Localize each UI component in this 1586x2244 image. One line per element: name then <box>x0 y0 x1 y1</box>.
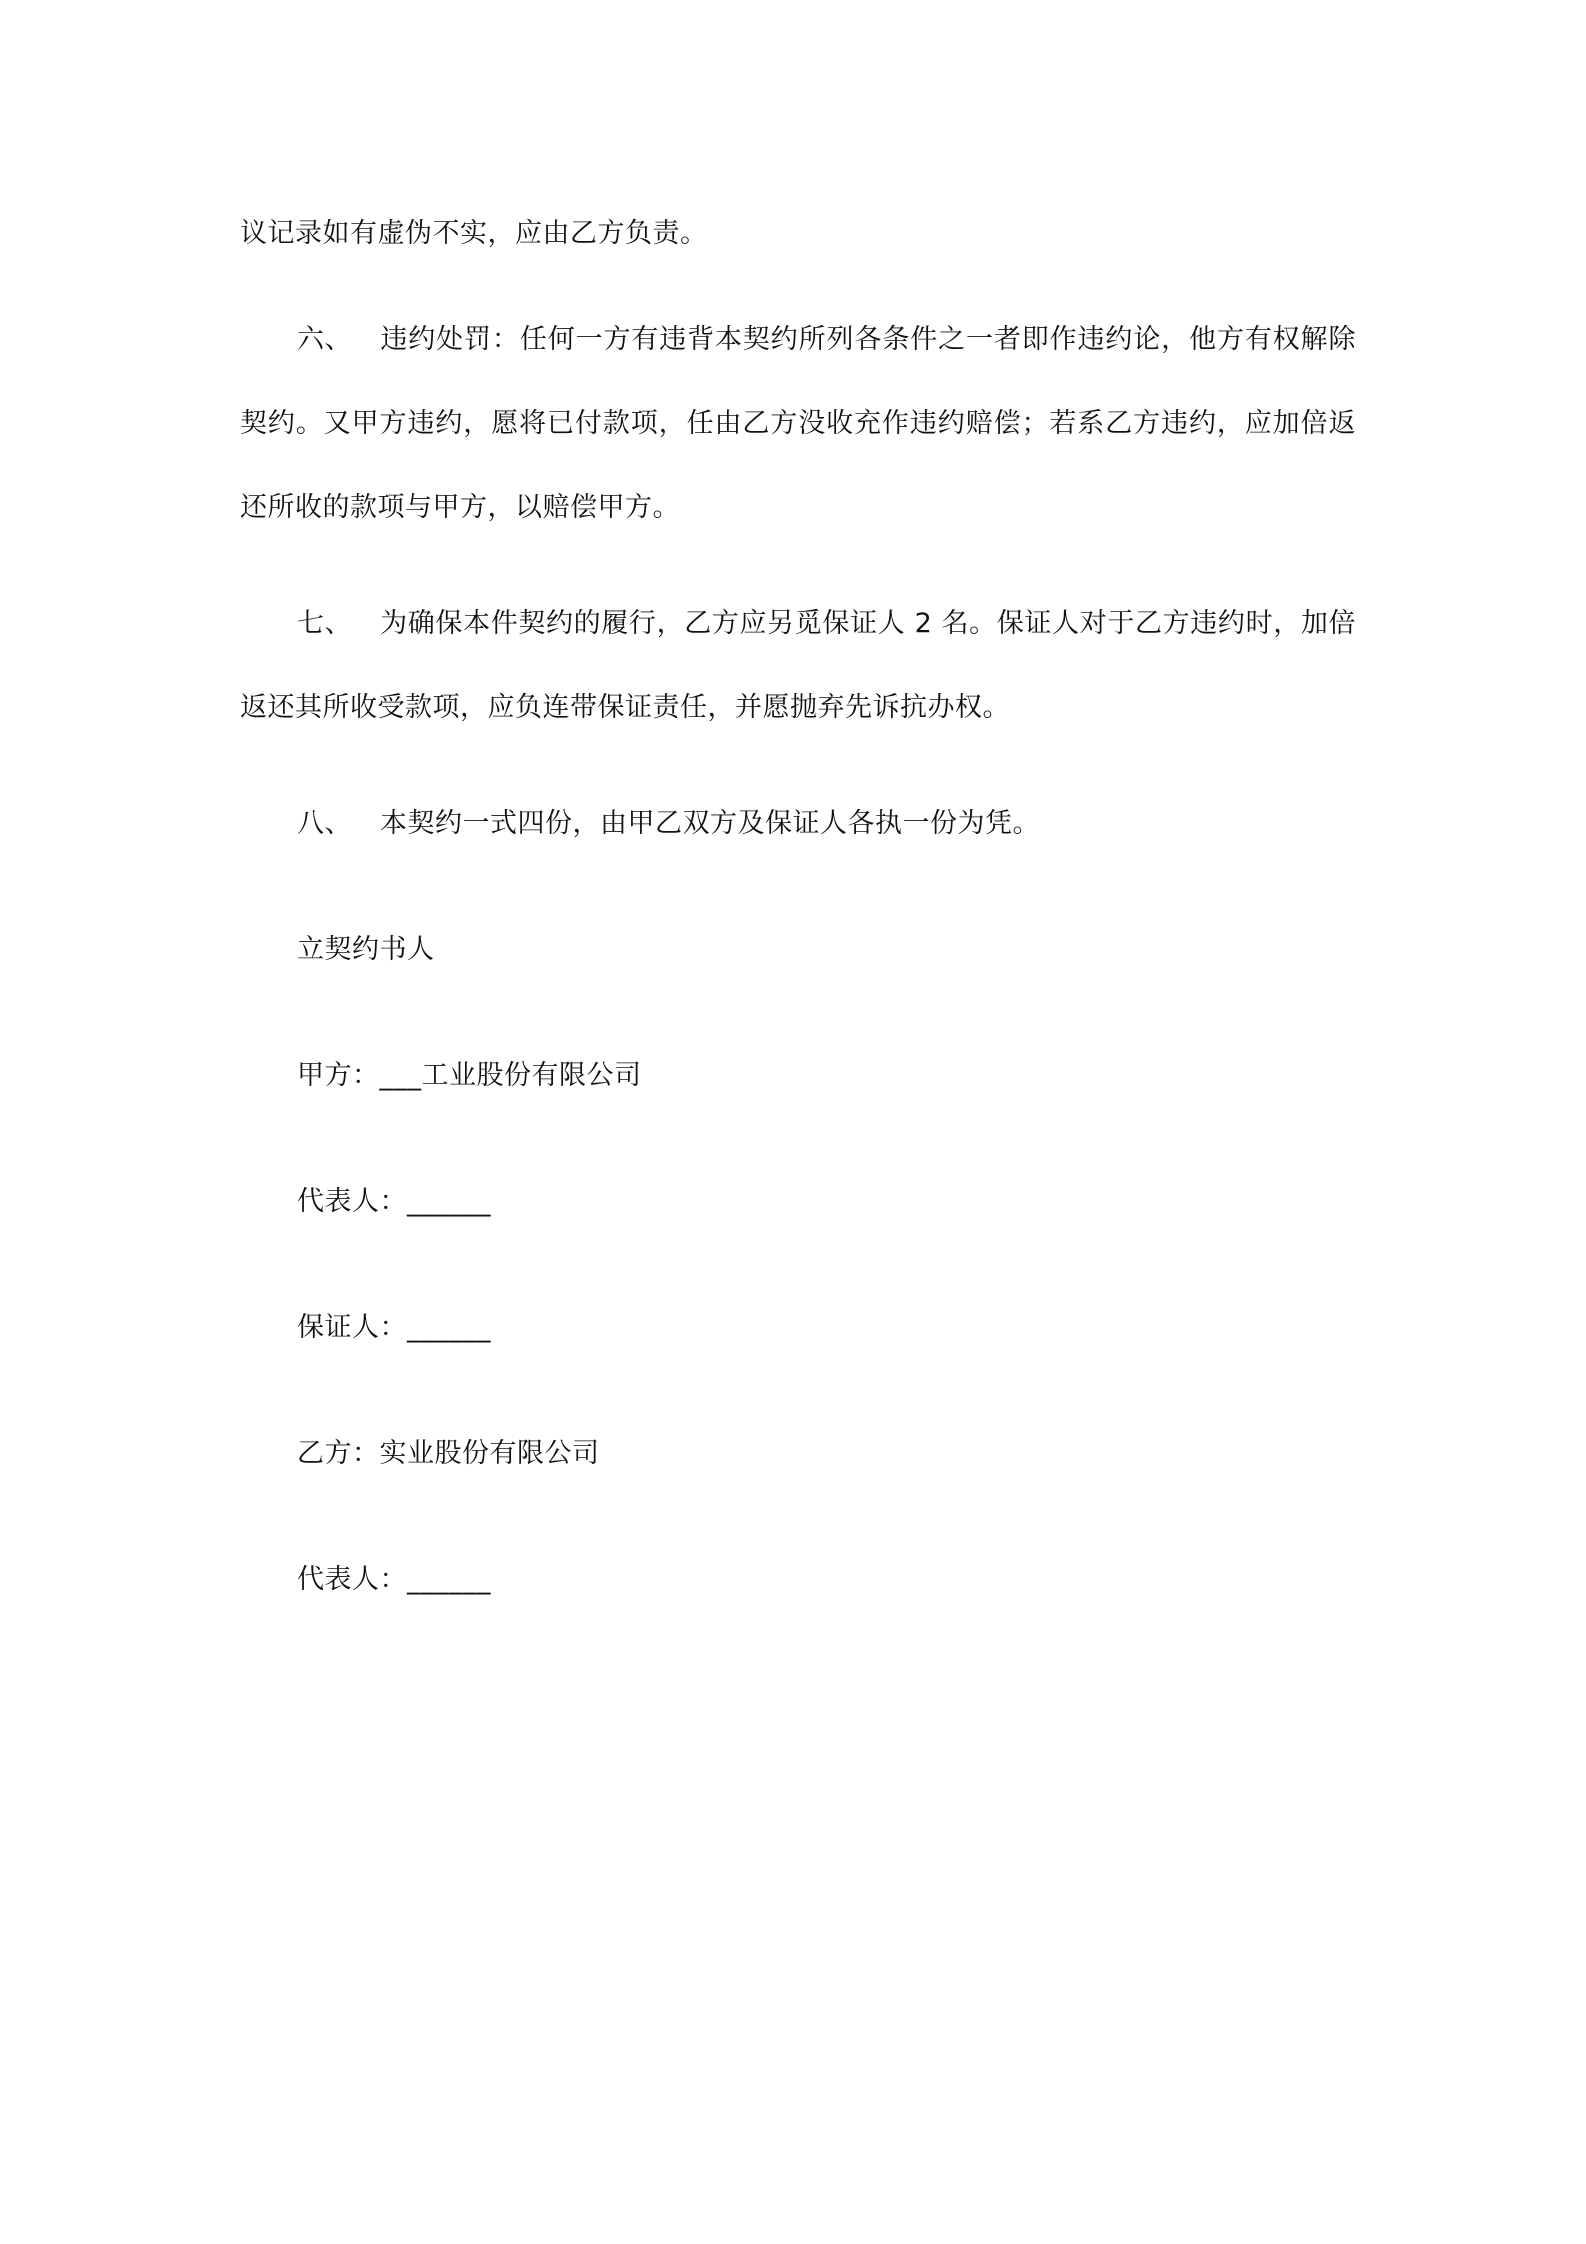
clause-text: 违约处罚：任何一方有违背本契约所列各条件之一者即作违约论，他方有权解除契约。又甲方违约，愿将已付款项，任由乙方没收充作违约赔偿；若系乙方违约，应加倍返还所收的款项与甲方，以赔偿甲方。 <box>240 324 1356 523</box>
party-a-line: 甲方：___工业股份有限公司 <box>297 1060 642 1091</box>
clause-text: 本契约一式四份，由甲乙双方及保证人各执一份为凭。 <box>380 808 1040 839</box>
clause-number: 七、 <box>297 608 352 639</box>
intro-tail-text: 议记录如有虚伪不实，应由乙方负责。 <box>240 218 708 249</box>
clause-number: 六、 <box>297 324 352 355</box>
party-a-representative-line: 代表人：______ <box>297 1186 491 1217</box>
document-body <box>240 200 1356 1600</box>
party-b-representative-line: 代表人：______ <box>297 1564 491 1595</box>
signatories-heading: 立契约书人 <box>297 934 435 965</box>
guarantor-line: 保证人：______ <box>297 1312 491 1343</box>
party-b-line: 乙方：实业股份有限公司 <box>297 1438 600 1469</box>
clause-eight <box>240 782 1356 866</box>
clause-text: 为确保本件契约的履行，乙方应另觅保证人 2 名。保证人对于乙方违约时，加倍返还其所收受款项，应负连带保证责任，并愿抛弃先诉抗办权。 <box>240 608 1356 723</box>
clause-seven <box>240 582 1356 750</box>
clause-number: 八、 <box>297 808 352 839</box>
clause-six <box>240 298 1356 550</box>
